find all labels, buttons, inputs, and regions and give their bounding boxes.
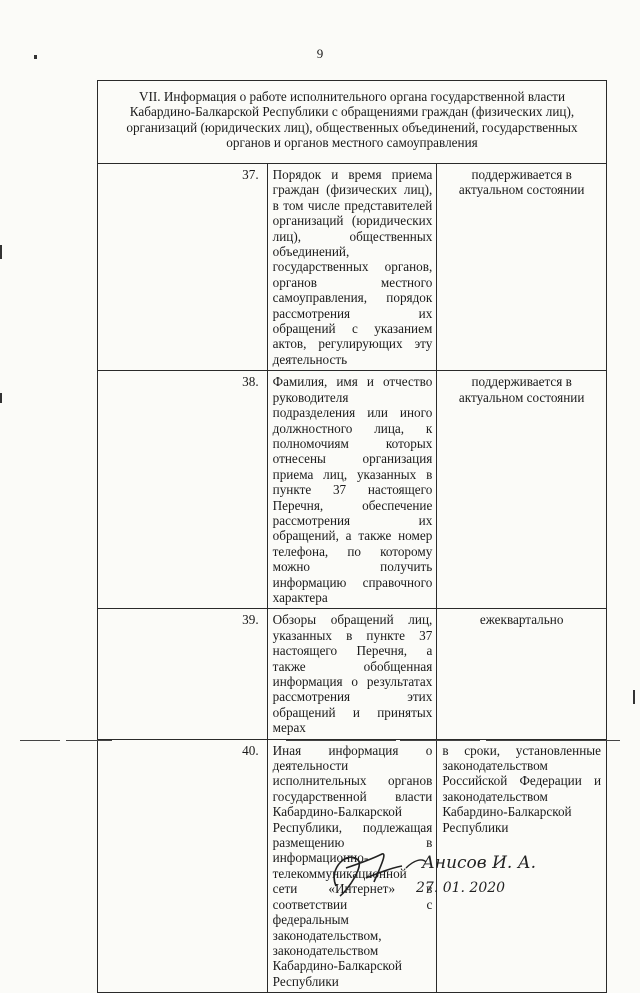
row-number: 40. <box>98 739 268 993</box>
table-row <box>98 164 607 371</box>
row-number: 39. <box>98 609 268 739</box>
table-row <box>98 609 607 739</box>
table-row <box>98 371 607 609</box>
row-number: 37. <box>98 164 268 371</box>
scan-mark <box>0 245 2 259</box>
divider-line <box>66 740 112 741</box>
signature <box>318 838 558 900</box>
divider-line <box>400 740 480 741</box>
row-term: поддерживается в актуальном состоянии <box>437 164 607 371</box>
divider-line <box>486 740 620 741</box>
signature-date: 27. 01. 2020 <box>416 880 506 896</box>
row-description: Фамилия, имя и отчество руководителя подразделения или иного должностного лица, к полномочиям которых отнесены организация приема лиц, указанных в пункте 37 настоящего Перечня, обеспечение рассмотрения их обращений, а также номер телефона, по которому можно получить информацию справочного характера <box>267 371 437 609</box>
row-description: Иная информация о деятельности исполнительных органов государственной власти Кабардино-Балкарской Республики, подлежащая размещению в информационно-телекоммуникационной сети «Интернет» в соответствии с федеральным законодательством, законодательством Кабардино-Балкарской Республики <box>267 739 437 993</box>
scan-mark <box>633 690 635 704</box>
row-term: в сроки, установленные законодательством Российской Федерации и законодательством Кабардино-Балкарской Республики <box>437 739 607 993</box>
row-number: 38. <box>98 371 268 609</box>
page-number: 9 <box>316 46 324 61</box>
signature-name: Анисов И. А. <box>422 853 536 873</box>
row-term: поддерживается в актуальном состоянии <box>437 371 607 609</box>
row-term: ежеквартально <box>437 609 607 739</box>
row-description: Порядок и время приема граждан (физических лиц), в том числе представителей организаций (юридических лиц), общественных объединений, государственных органов, органов местного самоуправления, порядок рассмотрения их обращений с указанием актов, регулирующих эту деятельность <box>267 164 437 371</box>
row-description: Обзоры обращений лиц, указанных в пункте 37 настоящего Перечня, а также обобщенная информация о результатах рассмотрения этих обращений и принятых мерах <box>267 609 437 739</box>
divider-line <box>286 740 396 741</box>
section-header-row <box>98 81 607 164</box>
scan-mark <box>0 393 2 403</box>
section-header: VII. Информация о работе исполнительного органа государственной власти Кабардино-Балкарской Республики с обращениями граждан (физических лиц), организаций (юридических лиц), общественных объединений, государственных органов и органов местного самоуправления <box>98 81 607 164</box>
divider-line <box>20 740 60 741</box>
scan-mark <box>34 55 37 59</box>
